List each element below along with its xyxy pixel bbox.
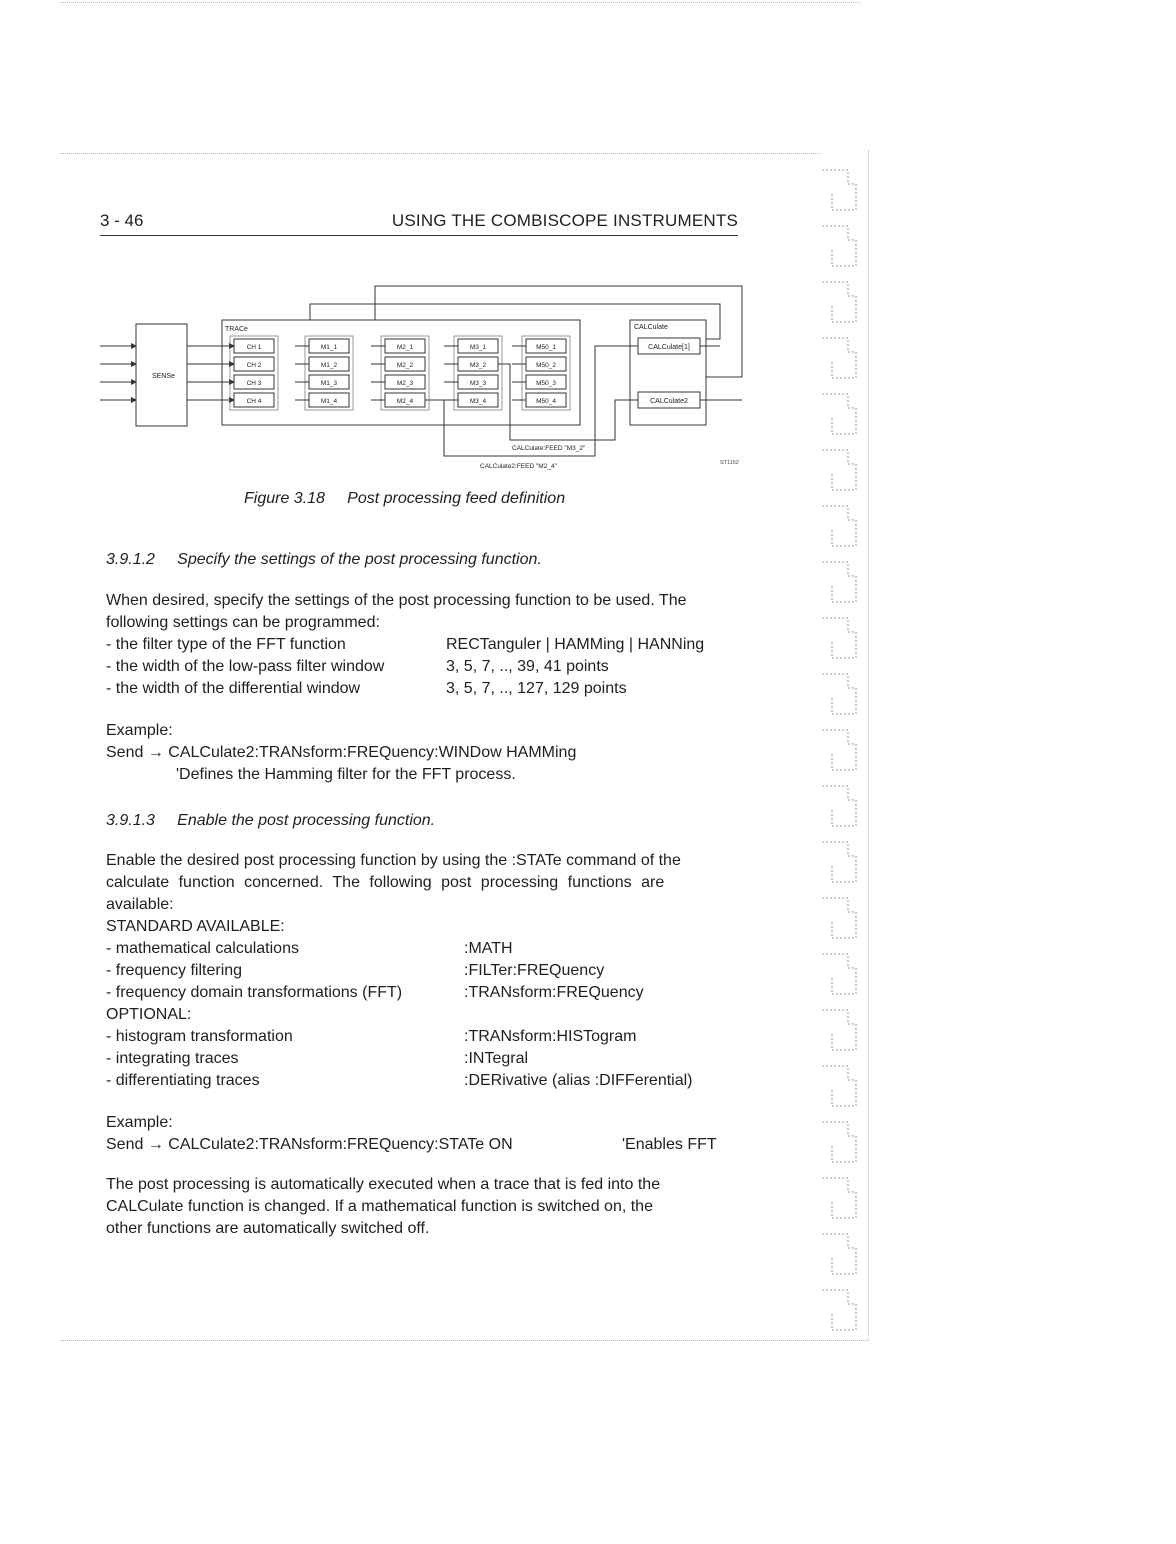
intro-3913-line1: Enable the desired post processing function by using the :STATe command of the: [106, 852, 681, 869]
function-label: - histogram transformation: [106, 1028, 293, 1045]
example-send-3913: Send → CALCulate2:TRANsform:FREQuency:STATe ON: [106, 1136, 513, 1153]
section-title: Specify the settings of the post processing function.: [177, 551, 542, 568]
function-label: - differentiating traces: [106, 1072, 260, 1089]
standard-heading: STANDARD AVAILABLE:: [106, 918, 285, 935]
function-command: :FILTer:FREQuency: [464, 962, 605, 979]
page-number: 3 - 46: [100, 211, 144, 230]
binding-ring: [822, 282, 856, 322]
function-label: - frequency domain transformations (FFT): [106, 984, 403, 1001]
scan-upper-rule: [60, 153, 820, 154]
function-command: :DERivative (alias :DIFFerential): [464, 1072, 693, 1089]
calc-group-label: CALCulate: [634, 324, 668, 331]
function-command: :TRANsform:HISTogram: [464, 1028, 637, 1045]
m2-label: M2_4: [396, 398, 414, 405]
binding-ring: [822, 618, 856, 658]
example-comment-3912: 'Defines the Hamming filter for the FFT process.: [176, 766, 516, 783]
optional-heading: OPTIONAL:: [106, 1006, 192, 1023]
scan-top-edge: [60, 2, 860, 3]
page-header: [100, 211, 738, 236]
m1-label: M1_4: [320, 398, 338, 405]
binding-ring: [822, 506, 856, 546]
m50-label: M50_2: [536, 362, 556, 369]
example-send-3912: Send → CALCulate2:TRANsform:FREQuency:WINDow HAMMing: [106, 744, 577, 761]
binding-ring: [822, 674, 856, 714]
intro-3912-line1: When desired, specify the settings of the post processing function to be used. The: [106, 592, 687, 609]
m2-label: M2_2: [396, 362, 414, 369]
setting-value: 3, 5, 7, .., 39, 41 points: [446, 658, 609, 675]
feed-diagram: [100, 280, 760, 475]
trace-group-label: TRACe: [225, 326, 248, 333]
feed-diagram-svg: [100, 280, 760, 475]
m3-label: M3_4: [469, 398, 487, 405]
binding-ring: [822, 1290, 856, 1330]
closing-line1: The post processing is automatically executed when a trace that is fed into the: [106, 1176, 661, 1193]
example-label-3912: Example:: [106, 722, 173, 739]
function-command: :INTegral: [464, 1050, 529, 1067]
binding-ring: [822, 1122, 856, 1162]
intro-3913-line3: available:: [106, 896, 174, 913]
binding-ring: [822, 842, 856, 882]
m50-label: M50_3: [536, 380, 556, 387]
binding-ring: [822, 1010, 856, 1050]
m1-label: M1_2: [320, 362, 338, 369]
setting-label: - the width of the low-pass filter window: [106, 658, 385, 675]
section-title: Enable the post processing function.: [177, 812, 436, 829]
binding-ring: [822, 1066, 856, 1106]
binding-ring: [822, 338, 856, 378]
calc1-label: CALCulate[1]: [648, 344, 690, 351]
closing-line2: CALCulate function is changed. If a mathematical function is switched on, the: [106, 1198, 653, 1215]
binding-ring: [822, 226, 856, 266]
m3-label: M3_1: [469, 344, 487, 351]
figure-caption-number: Figure 3.18: [244, 490, 325, 507]
closing-line3: other functions are automatically switched off.: [106, 1220, 430, 1237]
ring-binding: [818, 150, 878, 1340]
m3-label: M3_3: [469, 380, 487, 387]
m1-label: M1_1: [320, 344, 338, 351]
m1-label: M1_3: [320, 380, 338, 387]
setting-value: 3, 5, 7, .., 127, 129 points: [446, 680, 627, 697]
section-number: 3.9.1.2: [106, 551, 155, 568]
binding-ring: [822, 786, 856, 826]
setting-label: - the filter type of the FFT function: [106, 636, 346, 653]
function-label: - mathematical calculations: [106, 940, 299, 957]
m50-label: M50_1: [536, 344, 556, 351]
scan-lower-rule: [60, 1340, 868, 1341]
m3-label: M3_2: [469, 362, 487, 369]
channel-label: CH 4: [246, 398, 262, 405]
channel-label: CH 3: [246, 380, 262, 387]
m2-label: M2_1: [396, 344, 414, 351]
figure-id: ST1152: [720, 460, 739, 466]
function-command: :MATH: [464, 940, 513, 957]
running-title: USING THE COMBISCOPE INSTRUMENTS: [391, 211, 738, 230]
binding-ring: [822, 1234, 856, 1274]
figure-caption: [244, 490, 565, 508]
function-label: - frequency filtering: [106, 962, 243, 979]
feed1-label: CALCulate:FEED "M3_2": [512, 445, 586, 452]
channel-label: CH 2: [246, 362, 262, 369]
calc2-label: CALCulate2: [650, 398, 688, 405]
setting-value: RECTanguler | HAMMing | HANNing: [446, 636, 705, 653]
m50-label: M50_4: [536, 398, 556, 405]
section-heading-3912: [106, 551, 542, 569]
binding-ring: [822, 170, 856, 210]
section-heading-3913: [106, 812, 435, 830]
figure-caption-text: Post processing feed definition: [347, 490, 566, 507]
binding-ring: [822, 562, 856, 602]
setting-label: - the width of the differential window: [106, 680, 361, 697]
example-label-3913: Example:: [106, 1114, 173, 1131]
section-number: 3.9.1.3: [106, 812, 155, 829]
m2-label: M2_3: [396, 380, 414, 387]
binding-ring: [822, 394, 856, 434]
example-comment-3913: 'Enables FFT: [622, 1136, 717, 1153]
feed2-label: CALCulate2:FEED "M2_4": [480, 463, 557, 470]
intro-3913-line2: calculate function concerned. The following post processing functions are: [106, 874, 665, 891]
function-label: - integrating traces: [106, 1050, 239, 1067]
binding-ring: [822, 1178, 856, 1218]
binding-ring: [822, 954, 856, 994]
binding-ring: [822, 898, 856, 938]
function-command: :TRANsform:FREQuency: [464, 984, 644, 1001]
binding-ring: [822, 730, 856, 770]
intro-3912-line2: following settings can be programmed:: [106, 614, 380, 631]
binding-ring: [822, 450, 856, 490]
sense-label: SENSe: [152, 373, 175, 380]
channel-label: CH 1: [246, 344, 262, 351]
